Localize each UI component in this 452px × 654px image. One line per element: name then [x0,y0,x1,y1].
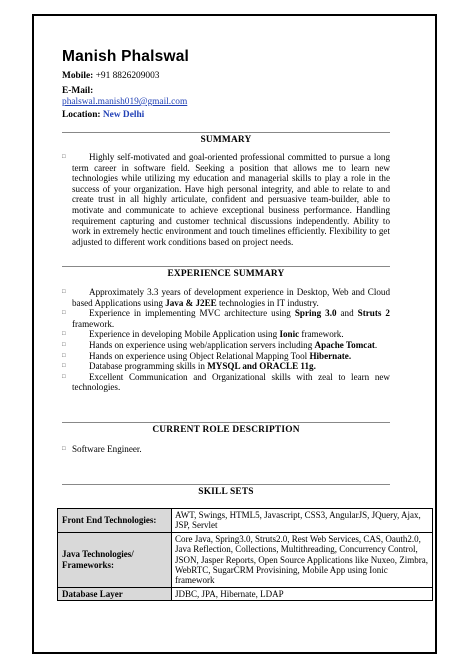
table-row [58,587,433,600]
experience-rule [62,266,390,267]
skills-title: SKILL SETS [198,487,254,497]
location-label: Location: [62,110,101,120]
email-link[interactable]: phalswal.manish019@gmail.com [62,97,188,107]
bullet-square-icon: □ [62,289,66,295]
summary-list [62,152,390,247]
bullet-square-icon: □ [62,363,66,370]
skill-values: Core Java, Spring3.0, Struts2.0, Rest Web Services, CAS, Oauth2.0, Java Reflection, Collections, Multithreading, Concurrency Control, JSON, Jasper Reports, Open Source Applications like Nuxeo, Zimbra, WebRTC, SugarCRM Provisining, Mobile App using Ionic framework [172,532,433,587]
bullet-square-icon: □ [62,331,66,338]
skills-table [57,508,433,601]
skills-rule [62,484,390,485]
experience-text: Experience in implementing MVC architecture using Spring 3.0 and Struts 2 framework. [72,308,390,329]
skill-values: AWT, Swings, HTML5, Javascript, CSS3, AngularJS, JQuery, Ajax, JSP, Servlet [172,509,433,533]
bullet-square-icon: □ [62,373,66,380]
skill-values: JDBC, JPA, Hibernate, LDAP [172,587,433,600]
table-row [58,509,433,533]
experience-text: Approximately 3.3 years of development experience in Desktop, Web and Cloud based Applications using Java & J2EE technologies in IT industry. [72,287,390,308]
email-line [62,96,187,108]
experience-list [62,287,390,393]
mobile-line [62,70,159,82]
list-item [62,329,390,340]
location-line [62,109,144,121]
experience-title: EXPERIENCE SUMMARY [167,269,285,279]
current-role-rule [62,422,390,423]
experience-text: Hands on experience using web/application servers including Apache Tomcat. [89,339,378,350]
list-item [62,351,390,362]
experience-text: Experience in developing Mobile Application using Ionic framework. [89,329,344,340]
bullet-square-icon: □ [62,341,66,348]
current-role-text: Software Engineer. [72,444,142,454]
skill-category: Database Layer [58,587,172,600]
list-item [62,361,390,372]
summary-rule [62,132,390,133]
list-item [62,152,390,247]
summary-text: Highly self-motivated and goal-oriented professional committed to pursue a long term career in software field. Seeking a position that allows me to learn new technologies while utilizing my education and managerial skills to play a role in the success of your organization. Have high personal integrity, and able to relate to and create trust in all highly articulate, confident and persuasive team-builder, able to motivate and communicate to achieve exceptional business performance. Handling requirement capturing and customer technical discussions independently. Ability to work in extremely hectic environment and touch timelines efficiently. Flexibility to get adjusted to different work conditions based on project needs. [72,152,390,247]
list-item [62,372,390,393]
skill-category: Java Technologies/ Frameworks: [58,532,172,587]
mobile-label: Mobile: [62,71,94,81]
email-label: E-Mail: [62,86,94,96]
current-role-list [62,444,390,455]
location-value: New Delhi [102,110,145,120]
bullet-square-icon: □ [62,352,66,359]
list-item [62,308,390,329]
bullet-square-icon: □ [62,154,66,160]
experience-text: Excellent Communication and Organizational skills with zeal to learn new technologies. [72,371,390,393]
list-item [62,340,390,351]
skill-category: Front End Technologies: [58,509,172,533]
list-item [62,444,390,455]
candidate-name: Manish Phalswal [62,48,190,65]
bullet-square-icon: □ [62,310,66,317]
summary-title: SUMMARY [200,135,252,145]
experience-text: Hands on experience using Object Relational Mapping Tool Hibernate. [89,350,352,361]
table-row [58,532,433,587]
mobile-value: +91 8826209003 [95,71,160,81]
list-item [62,287,390,308]
bullet-square-icon: □ [62,446,66,452]
current-role-title: CURRENT ROLE DESCRIPTION [152,425,300,435]
experience-text: Database programming skills in MYSQL and ORACLE 11g. [89,361,316,372]
